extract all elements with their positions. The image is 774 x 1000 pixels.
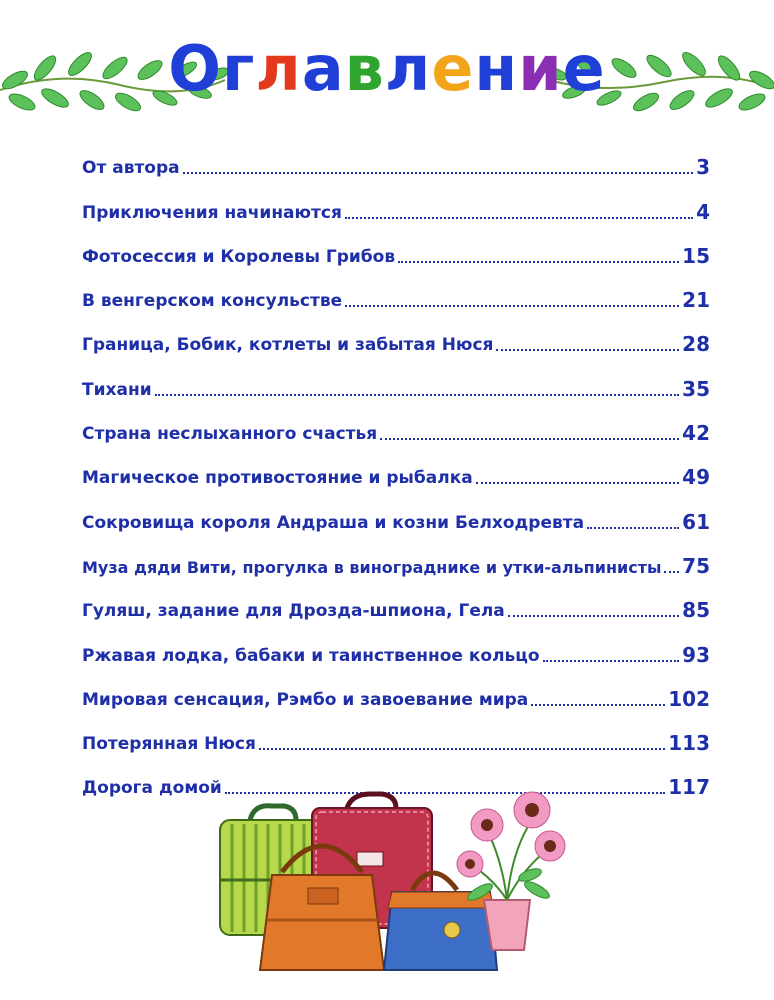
- toc-dot-leader: [380, 438, 679, 440]
- title-letter: е: [562, 32, 606, 105]
- toc-dot-leader: [398, 261, 679, 263]
- toc-entry[interactable]: [82, 623, 710, 667]
- toc-entry[interactable]: [82, 446, 710, 490]
- pink-flower-icon: [457, 792, 565, 877]
- toc-entry[interactable]: [82, 402, 710, 446]
- toc-entry-title: Магическое противостояние и рыбалка: [82, 468, 473, 489]
- toc-entry-title: Фотосессия и Королевы Грибов: [82, 246, 396, 267]
- toc-entry-page: 49: [682, 465, 710, 490]
- page-title: [0, 32, 774, 105]
- toc-entry-page: 61: [682, 509, 710, 534]
- toc-entry[interactable]: [82, 269, 710, 313]
- suitcases-and-flowers-illustration: [212, 780, 572, 980]
- toc-entry-title: От автора: [82, 158, 180, 179]
- toc-entry-title: Сокровища короля Андраша и козни Белходревта: [82, 512, 585, 533]
- title-letter: и: [518, 32, 563, 105]
- toc-dot-leader: [587, 527, 679, 529]
- toc-dot-leader: [476, 482, 679, 484]
- toc-entry[interactable]: [82, 180, 710, 224]
- toc-entry-page: 117: [668, 775, 710, 800]
- toc-list: [82, 136, 710, 800]
- toc-entry[interactable]: [82, 357, 710, 401]
- toc-entry[interactable]: [82, 225, 710, 269]
- toc-dot-leader: [183, 172, 693, 174]
- toc-entry-page: 28: [682, 332, 710, 357]
- toc-entry[interactable]: [82, 313, 710, 357]
- toc-entry[interactable]: [82, 668, 710, 712]
- toc-dot-leader: [345, 305, 679, 307]
- title-letter: е: [431, 32, 475, 105]
- toc-entry-title: Потерянная Нюся: [82, 734, 256, 755]
- toc-entry-title: В венгерском консульстве: [82, 291, 343, 312]
- toc-entry-page: 21: [682, 288, 710, 313]
- toc-entry[interactable]: [82, 535, 710, 579]
- toc-entry[interactable]: [82, 490, 710, 534]
- toc-entry-title: Приключения начинаются: [82, 202, 342, 223]
- toc-entry-page: 42: [682, 421, 710, 446]
- title-letter: О: [168, 32, 222, 105]
- toc-entry[interactable]: [82, 136, 710, 180]
- toc-entry-page: 85: [682, 598, 710, 623]
- toc-entry-title: Мировая сенсация, Рэмбо и завоевание мира: [82, 689, 529, 710]
- toc-entry-page: 35: [682, 376, 710, 401]
- toc-entry-title: Граница, Бобик, котлеты и забытая Нюся: [82, 335, 494, 356]
- title-letter: л: [384, 32, 432, 105]
- toc-entry-page: 113: [668, 731, 710, 756]
- toc-entry-title: Гуляш, задание для Дрозда-шпиона, Гела: [82, 601, 505, 622]
- title-letter: н: [474, 32, 519, 105]
- toc-entry-title: Страна неслыханного счастья: [82, 424, 378, 445]
- toc-entry[interactable]: [82, 579, 710, 623]
- toc-entry-page: 3: [696, 155, 710, 180]
- title-letter: а: [301, 32, 345, 105]
- toc-dot-leader: [543, 660, 680, 662]
- title-letter: л: [255, 32, 302, 105]
- title-letter: в: [344, 32, 385, 105]
- toc-entry-page: 4: [696, 199, 710, 224]
- toc-entry-page: 93: [682, 642, 710, 667]
- toc-dot-leader: [531, 704, 665, 706]
- title-letter: г: [221, 32, 256, 105]
- toc-entry-title: Ржавая лодка, бабаки и таинственное кольцо: [82, 645, 540, 666]
- toc-entry-title: Муза дяди Вити, прогулка в винограднике и утки-альпинисты: [82, 557, 662, 577]
- toc-entry-title: Дорога домой: [82, 778, 222, 799]
- toc-dot-leader: [155, 394, 680, 396]
- toc-entry-page: 15: [682, 243, 710, 268]
- toc-dot-leader: [345, 217, 693, 219]
- toc-dot-leader: [508, 615, 679, 617]
- toc-entry[interactable]: [82, 712, 710, 756]
- toc-entry-title: Тихани: [82, 379, 152, 400]
- toc-entry-page: 102: [668, 686, 710, 711]
- toc-dot-leader: [664, 571, 679, 573]
- toc-dot-leader: [259, 748, 665, 750]
- toc-dot-leader: [496, 349, 679, 351]
- toc-entry-page: 75: [682, 553, 710, 578]
